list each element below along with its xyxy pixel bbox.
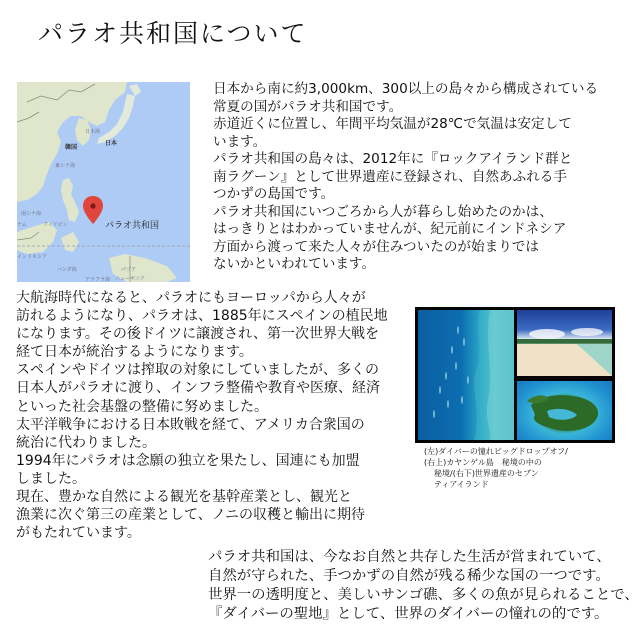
caption-line: (左)ダイバーの憧れビッグドロップオフ/ (424, 447, 568, 456)
photo-collage (415, 307, 615, 443)
map-label-japan: 日本 (105, 140, 118, 147)
text-line: 方面から渡って来た人々が住みついたのが始まりでは (213, 238, 539, 255)
palau-location-map (17, 82, 190, 282)
history-paragraph (16, 289, 388, 542)
text-line: 漁業に次ぐ第三の産業として、ノニの収穫と輸出に期待 (16, 507, 366, 524)
page-title: パラオ共和国について (38, 19, 308, 48)
photo-kayangel-island (517, 310, 612, 376)
text-line: 赤道近くに位置し、年間平均気温が28℃で気温は安定して (213, 116, 572, 132)
map-label-palau: パラオ共和国 (105, 221, 160, 231)
map-label-indonesia: インドネシア (17, 254, 47, 260)
text-line: います。 (213, 133, 267, 150)
text-line: パラオ共和国は、今なお自然と共存した生活が営まれていて、 (208, 549, 611, 565)
map-label-east-china-sea: 東シナ海 (55, 163, 76, 169)
text-line: つかずの島国です。 (213, 186, 335, 202)
text-line: 太平洋戦争における日本敗戦を経て、アメリカ合衆国の (16, 416, 365, 433)
text-line: 現在、豊かな自然による観光を基幹産業とし、観光と (16, 489, 352, 506)
text-line: 日本人がパラオに渡り、インフラ整備や教育や医療、経済 (16, 380, 380, 397)
text-line: 統治に代わりました。 (16, 434, 156, 451)
photo-seventy-islands (517, 381, 612, 440)
text-line: 世界一の透明度と、美しいサンゴ礁、多くの魚が見られることで、 (208, 587, 639, 603)
text-line: しました。 (16, 470, 86, 487)
text-line: になります。その後ドイツに譲渡され、第一次世界大戦を (16, 326, 380, 343)
map-label-south-china-sea: 南シナ海 (21, 211, 42, 217)
text-line: 経て日本が統治するようになります。 (16, 344, 253, 361)
text-line: 1994年にパラオは念願の独立を果たし、国連にも加盟 (16, 452, 360, 469)
text-line: パラオ共和国にいつごろから人が暮らし始めたのかは、 (213, 203, 553, 220)
caption-line: 秘境/(右下)世界遺産のセブン (434, 469, 539, 478)
text-line: 南ラグーン』として世界遺産に登録され、自然あふれる手 (213, 168, 567, 185)
text-line: スペインやドイツは搾取の対象にしていましたが、多くの (16, 362, 380, 379)
intro-paragraph (213, 81, 598, 274)
text-line: 自然が守られた、手つかずの自然が残る稀少な国の一つです。 (208, 568, 610, 584)
text-line: 『ダイバーの聖地』として、世界のダイバーの憧れの的です。 (208, 606, 609, 622)
text-line: はっきりとはわかっていませんが、紀元前にインドネシア (213, 221, 567, 237)
map-label-arafura-sea: アラフラ海 (85, 277, 111, 282)
map-label-korea: 韓国 (65, 144, 78, 151)
caption-line: ティアイランド (434, 480, 489, 489)
map-label-sea-of-japan: 日本海 (85, 129, 101, 135)
text-line: ないかといわれています。 (213, 256, 376, 272)
text-line: パラオ共和国の島々は、2012年に『ロックアイランド群と (213, 151, 573, 167)
map-label-vietnam: ナム (17, 222, 27, 228)
text-line: といった社会基盤の整備に努めました。 (16, 398, 268, 415)
text-line: 日本から南に約3,000km、300以上の島々から構成されている (213, 81, 599, 97)
text-line: 大航海時代になると、パラオにもヨーロッパから人々が (16, 290, 366, 306)
caption-line: (右上)カヤンゲル島 秘境の中の (424, 458, 542, 467)
closing-paragraph (208, 548, 639, 624)
text-line: 常夏の国がパラオ共和国です。 (213, 98, 403, 115)
map-label-philippines: フィリピン (43, 222, 68, 228)
photo-caption (424, 446, 568, 490)
text-line: 訪れるようになり、パラオは、1885年にスペインの植民地 (16, 308, 388, 325)
photo-big-drop-off (418, 310, 514, 440)
map-graphic (17, 82, 190, 282)
text-line: がもたれています。 (16, 525, 141, 542)
map-label-banda-sea: バンダ海 (57, 267, 77, 273)
map-label-new-guinea: ニューギニア (115, 276, 146, 282)
map-label-papua: パプア (121, 267, 137, 273)
